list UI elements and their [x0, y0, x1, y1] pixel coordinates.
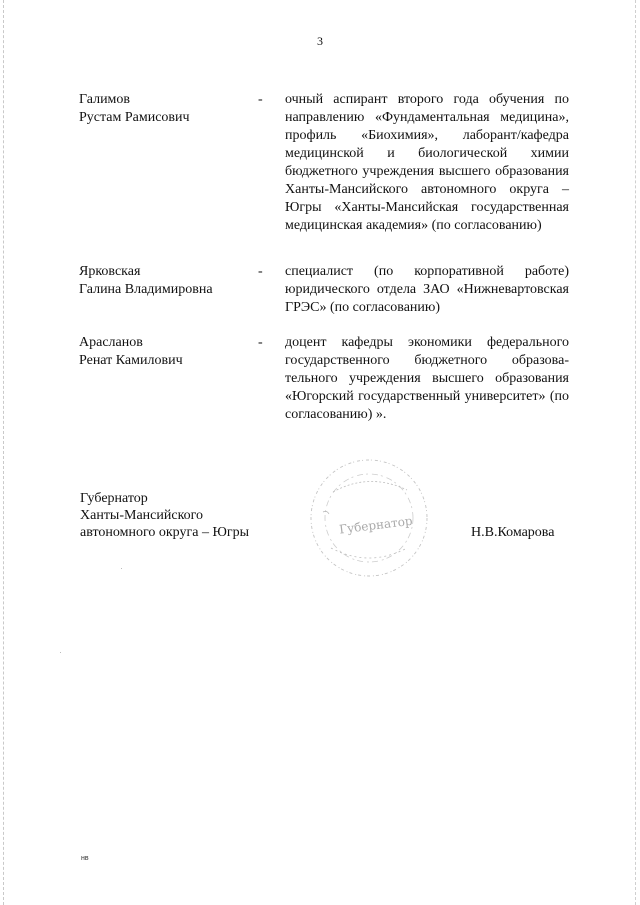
stamp-seal [303, 452, 433, 582]
member-name: Галимов Рустам Рамисович [79, 92, 190, 125]
member-description: очный аспирант второго года обучения по направлению «Фундаментальная медицина», профиль «Биохимия», лаборант/кафедра медицинской и биологической химии бюджетного учреждения высшего образования Ханты-Мансийского автономного округа – Югры «Ханты-Мансийская государственная медицинская академия» (по согласованию) [285, 92, 569, 233]
scan-edge-left [3, 0, 4, 905]
member-dash: - [258, 92, 263, 107]
member-name: Ярковская Галина Владимировна [79, 264, 213, 297]
governor-title: Губернатор Ханты-Мансийского автономного округа – Югры [80, 491, 249, 540]
signatory-name: Н.В.Комарова [471, 525, 555, 540]
footer-mark: нв [81, 855, 89, 862]
page-number: 3 [317, 34, 323, 48]
member-dash: - [258, 335, 263, 350]
scan-speck [60, 652, 61, 653]
scan-speck [635, 472, 636, 473]
member-description: специалист (по корпоративной работе) юридического отдела ЗАО «Нижневартовская ГРЭС» (по согласованию) [285, 264, 569, 315]
scan-edge-right [635, 0, 636, 905]
stamp-text: Губернатор [338, 513, 414, 537]
member-dash: - [258, 264, 263, 279]
member-name: Арасланов Ренат Камилович [79, 335, 183, 368]
member-description: доцент кафедры экономики федерального государственного бюджетного образовательного учреждения высшего образования «Югорский государственный университет» (по согласованию) ». [285, 335, 569, 422]
scan-speck [121, 568, 122, 569]
